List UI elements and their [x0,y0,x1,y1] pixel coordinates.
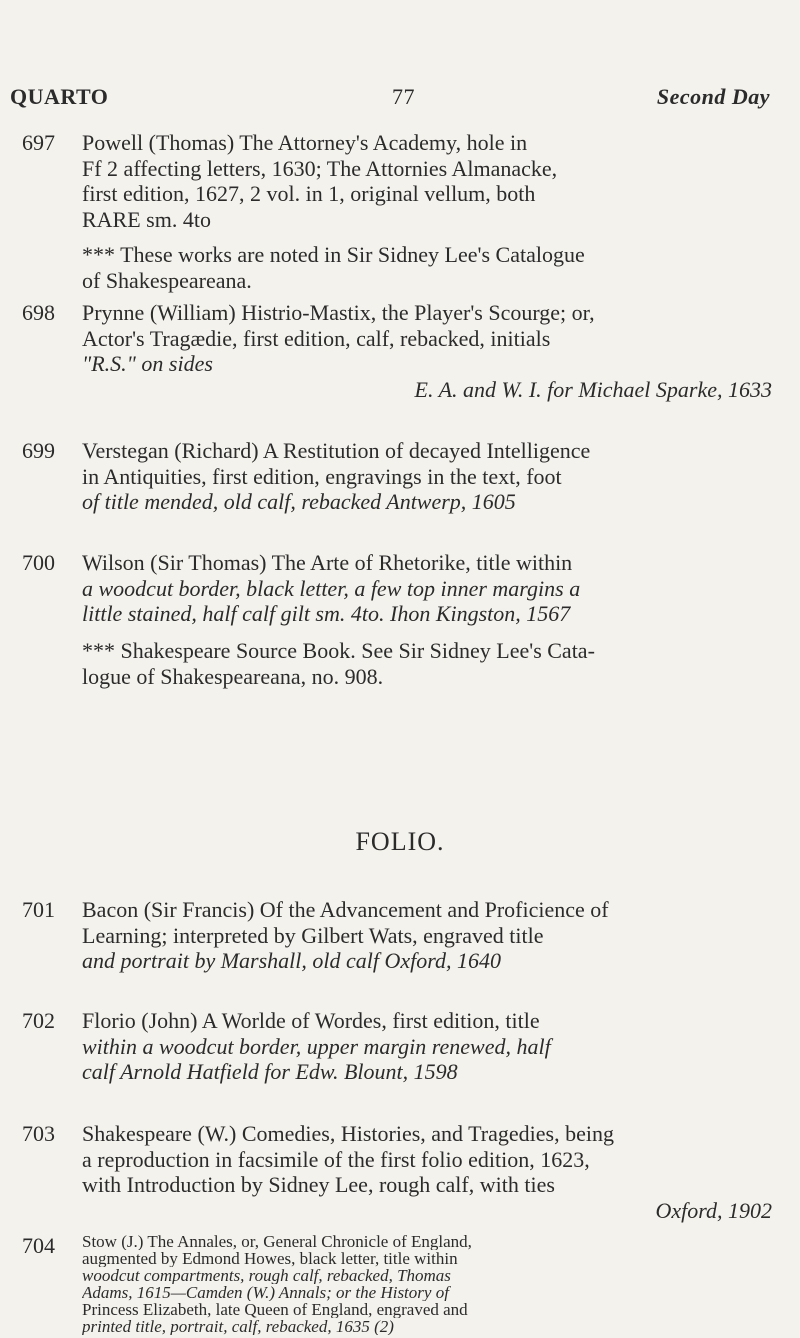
text-line: Learning; interpreted by Gilbert Wats, engraved title [82,922,544,948]
text-line: *** These works are noted in Sir Sidney Lee's Catalogue [82,242,585,267]
header-day: Second Day [656,84,770,109]
text-line: little stained, half calf gilt sm. 4to. Ihon Kingston, 1567 [82,601,571,626]
lot-note [82,242,772,293]
lot-number: 704 [22,1233,55,1258]
lot-number: 701 [22,897,55,922]
text-line: a reproduction in facsimile of the first folio edition, 1623, [82,1146,590,1172]
lot-number: 703 [22,1121,55,1146]
text-line: with Introduction by Sidney Lee, rough calf, with ties [82,1172,555,1197]
lot-description [82,1233,772,1335]
text-line: within a woodcut border, upper margin renewed, half [82,1033,551,1059]
lot-number: 698 [22,300,55,325]
text-line: Prynne (William) Histrio-Mastix, the Player's Scourge; or, [82,300,595,325]
text-line: first edition, 1627, 2 vol. in 1, original vellum, both [82,181,536,206]
text-line: Oxford, 1902 [655,1197,772,1223]
text-line: Actor's Tragædie, first edition, calf, rebacked, initials [82,325,551,351]
text-line: of title mended, old calf, rebacked Antwerp, 1605 [82,489,516,514]
lot-number: 699 [22,438,55,463]
text-line: Wilson (Sir Thomas) The Arte of Rhetorike, title within [82,550,573,575]
text-line: RARE sm. 4to [82,206,211,232]
section-title: FOLIO. [355,827,445,856]
text-line: Princess Elizabeth, late Queen of England, engraved and [82,1301,468,1318]
text-line: a woodcut border, black letter, a few top inner margins a [82,575,581,601]
lot-description [82,1121,772,1223]
text-line: *** Shakespeare Source Book. See Sir Sidney Lee's Cata- [82,638,595,663]
text-line: Ff 2 affecting letters, 1630; The Attornies Almanacke, [82,155,558,181]
lot-description [82,550,772,627]
lot-description [82,300,772,402]
text-line: in Antiquities, first edition, engravings in the text, foot [82,463,562,489]
lot-number: 697 [22,130,55,155]
text-line: augmented by Edmond Howes, black letter, title within [82,1250,458,1267]
page-header [10,84,770,118]
text-line: Bacon (Sir Francis) Of the Advancement and Proficience of [82,897,609,922]
header-format: QUARTO [10,84,109,109]
lot-description [82,897,772,974]
lot-number: 700 [22,550,55,575]
page-number: 77 [392,84,415,109]
lot-description [82,1008,772,1085]
text-line: Powell (Thomas) The Attorney's Academy, hole in [82,130,528,155]
text-line: Adams, 1615—Camden (W.) Annals; or the History of [82,1284,449,1301]
text-line: Florio (John) A Worlde of Wordes, first edition, title [82,1008,540,1033]
text-line: E. A. and W. I. for Michael Sparke, 1633 [414,376,772,402]
lot-number: 702 [22,1008,55,1033]
text-line: Shakespeare (W.) Comedies, Histories, and Tragedies, being [82,1121,614,1146]
text-line: logue of Shakespeareana, no. 908. [82,663,384,689]
text-line: calf Arnold Hatfield for Edw. Blount, 1598 [82,1059,458,1084]
text-line: "R.S." on sides [82,351,213,376]
text-line: Stow (J.) The Annales, or, General Chronicle of England, [82,1233,472,1250]
lot-description [82,130,772,232]
text-line: printed title, portrait, calf, rebacked, 1635 (2) [82,1318,394,1335]
text-line: and portrait by Marshall, old calf Oxford, 1640 [82,948,502,973]
text-line: of Shakespeareana. [82,267,252,293]
text-line: Verstegan (Richard) A Restitution of decayed Intelligence [82,438,591,463]
text-line: woodcut compartments, rough calf, rebacked, Thomas [82,1267,451,1284]
lot-note [82,638,772,689]
lot-description [82,438,772,515]
